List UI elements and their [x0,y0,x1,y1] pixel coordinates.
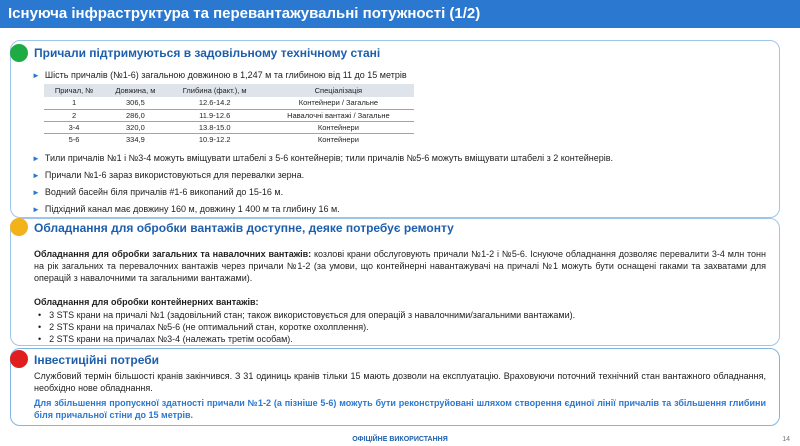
col-header: Причал, № [44,84,104,97]
berths-table [44,84,414,145]
table-cell: 10.9-12.2 [167,133,263,145]
bullet-text: Тили причалів №1 і №3-4 можуть вміщувати штабелі з 5-6 контейнерів; тили причалів №5-6 можуть вміщувати штабелі з 2 контейнерів. [44,153,614,163]
bullet-channel [32,204,340,214]
list-item [38,322,369,332]
table-cell: 306,5 [125,98,145,108]
table-cell: 13.8-15.0 [167,121,263,133]
classification-label: ОФІЦІЙНЕ ВИКОРИСТАННЯ [352,436,448,443]
page-title: Існуюча інфраструктура та перевантажувальні потужності (1/2) [8,5,481,22]
section-berths-title: Причали підтримуються в задовільному технічному стані [34,46,381,60]
arrow-bullet-icon: ► [32,188,40,197]
page-number: 14 [782,436,790,443]
col-header: Глибина (факт.), м [167,84,263,97]
list-item [38,310,575,320]
section-investment-title: Інвестиційні потреби [34,353,160,367]
col-header: Довжина, м [104,84,166,97]
investment-paragraph: Службовий термін більшості кранів закінчився. З 31 одиниць кранів тільки 15 мають дозволи на експлуатацію. Враховуючи поточний технічний стан вантажного обладнання, необхідно нове обладнання. [34,371,766,393]
table-cell: 320,0 [104,121,166,133]
list-item-text: 2 STS крани на причалах №3-4 (належать третім особам). [49,334,293,344]
table-cell: 286,0 [104,109,166,121]
bullet-grain [32,170,304,180]
equipment-general-heading: Обладнання для обробки загальних та навалочних вантажів: [34,249,312,259]
col-header: Спеціалізація [263,84,414,97]
table-header-row [44,84,414,97]
bullet-berths-intro [32,70,407,80]
arrow-bullet-icon: ► [32,171,40,180]
bullet-text: Причали №1-6 зараз використовуються для перевалки зерна. [44,170,305,180]
table-cell: 5-6 [44,133,104,145]
bullet-dot-icon: • [38,322,42,332]
title-bar [0,0,800,28]
container-equipment-heading: Обладнання для обробки контейнерних вантажів: [34,297,259,307]
arrow-bullet-icon: ► [32,154,40,163]
status-red-dot [10,350,28,368]
table-cell: 334,9 [104,133,166,145]
arrow-bullet-icon: ► [32,205,40,214]
section-equipment-title: Обладнання для обробки вантажів доступне, деяке потребує ремонту [34,221,454,235]
bullet-text: Водний басейн біля причалів #1-6 викопаний до 15-16 м. [44,187,284,197]
table-cell: Контейнери / Загальне [298,98,379,108]
table-row [44,109,414,121]
table-row [44,133,414,145]
table-cell: Навалочні вантажі / Загальне [263,109,414,121]
table-cell: 3-4 [44,121,104,133]
table-cell: 11.9-12.6 [167,109,263,121]
bullet-text: Підхідний канал має довжину 160 м, довжину 1 400 м та глибину 16 м. [44,204,340,214]
bullet-text: Шість причалів (№1-6) загальною довжиною в 1,247 м та глибиною від 11 до 15 метрів [44,70,407,80]
table-row [44,121,414,133]
table-cell: 2 [44,109,104,121]
table-row [44,97,414,109]
list-item-text: 3 STS крани на причалі №1 (задовільний стан; також використовується для операцій з навалочними/загальними вантажами). [49,310,576,320]
list-item [38,334,293,344]
list-item-text: 2 STS крани на причалах №5-6 (не оптимальний стан, коротке охолплення). [49,322,369,332]
arrow-bullet-icon: ► [32,71,40,80]
investment-highlight: Для збільшення пропускної здатності причали №1-2 (а пізніше 5-6) можуть бути реконструйовані шляхом створення єдиної лінії причалів та збільшення глибини біля причальної стіни до 15 метрів. [34,398,766,420]
table-cell: 1 [71,98,77,108]
bullet-stacking [32,153,613,163]
bullet-dot-icon: • [38,310,42,320]
bullet-dot-icon: • [38,334,42,344]
equipment-general-paragraph [34,248,766,284]
bullet-basin [32,187,283,197]
table-cell: 12.6-14.2 [198,98,231,108]
status-yellow-dot [10,218,28,236]
table-cell: Контейнери [263,133,414,145]
status-green-dot [10,44,28,62]
equipment-general-text: козлові крани обслуговують причали №1-2 і №5-6. Існуюче обладнання дозволяє перевалити 3-4 млн тонн на рік загальних та перевалочних вантажів через причали №1-2 (за умови, що контейнерні навантажувачі на причалі №1 можуть бути оснащені гаками та захватами для операцій з навалочними та загальними вантажами). [34,249,766,283]
table-cell: Контейнери [263,121,414,133]
